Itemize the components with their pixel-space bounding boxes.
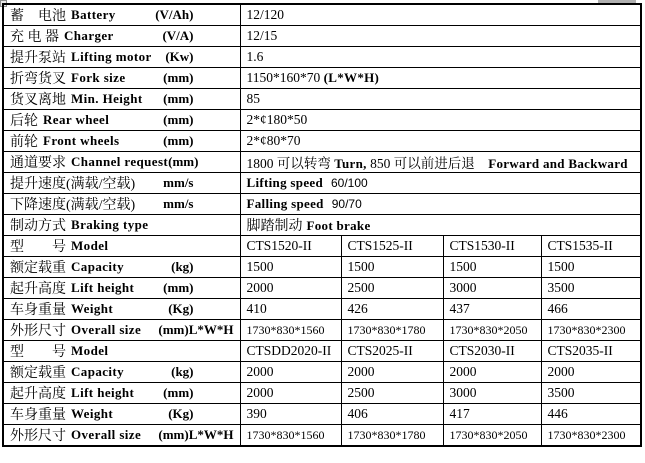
label-cell xyxy=(3,152,240,173)
label-cn: 外形尺寸 xyxy=(10,429,66,444)
model-name-cell: CTS1535-II xyxy=(541,236,641,257)
label-cell xyxy=(3,278,240,299)
label-cell xyxy=(3,257,240,278)
value-cell: 3000 xyxy=(443,278,541,299)
value-text-bold: Lifting speed xyxy=(246,175,323,190)
label-unit: (V/Ah) xyxy=(155,7,194,22)
label-en: Capacity xyxy=(71,364,125,379)
value-cell xyxy=(240,110,641,131)
value-cell: 1500 xyxy=(443,257,541,278)
label-cn: 型 号 xyxy=(10,345,66,360)
row-model-header-1 xyxy=(3,236,641,257)
label-unit: (V/A) xyxy=(162,28,194,43)
label-cell xyxy=(3,110,240,131)
label-cn: 折弯货叉 xyxy=(10,72,66,87)
row-lift-height-1 xyxy=(3,278,641,299)
row-min-height xyxy=(3,89,641,110)
row-braking-type xyxy=(3,215,641,236)
value-text-bold: (L*W*H) xyxy=(323,70,380,85)
value-cell: 2500 xyxy=(341,383,443,404)
label-cn: 充 电 器 xyxy=(10,30,59,45)
label-cn: 型 号 xyxy=(10,240,66,255)
label-cell xyxy=(3,89,240,110)
label-cell xyxy=(3,341,240,362)
value-cell: 1730*830*1560 xyxy=(240,425,341,447)
model-name-cell: CTS2030-II xyxy=(443,341,541,362)
label-cn: 起升高度 xyxy=(10,387,66,402)
label-unit: (kg) xyxy=(171,364,194,379)
value-cell: 406 xyxy=(341,404,443,425)
row-overall-size-2 xyxy=(3,425,641,447)
label-cn: 额定载重 xyxy=(10,366,66,381)
label-unit: (Kg) xyxy=(168,406,194,421)
value-cell: 1730*830*2300 xyxy=(541,425,641,447)
label-en: Battery xyxy=(71,7,116,22)
label-unit: (Kg) xyxy=(168,301,194,316)
value-text: 12/15 xyxy=(246,28,278,43)
label-unit: (mm)L*W*H xyxy=(158,322,234,337)
label-en: Lift height xyxy=(71,280,135,295)
label-unit: (mm)L*W*H xyxy=(158,427,234,442)
model-name-cell: CTS2035-II xyxy=(541,341,641,362)
label-cn: 前轮 xyxy=(10,135,38,150)
row-falling-speed xyxy=(3,194,641,215)
value-cell: 1500 xyxy=(341,257,443,278)
label-cn: 下降速度(满载/空载) xyxy=(10,198,136,213)
value-text: 2*¢80*70 xyxy=(246,133,301,148)
value-cell: 390 xyxy=(240,404,341,425)
label-cn: 蓄 电池 xyxy=(10,9,66,24)
row-lifting-motor xyxy=(3,47,641,68)
label-cell xyxy=(3,194,240,215)
model-name-cell: CTS1525-II xyxy=(341,236,443,257)
label-unit: (mm) xyxy=(163,112,194,127)
value-cell xyxy=(240,152,641,173)
value-text: 850 可以前进后退 xyxy=(366,156,489,171)
label-cn: 通道要求 xyxy=(10,156,66,171)
row-weight-1 xyxy=(3,299,641,320)
value-cell: 2000 xyxy=(240,362,341,383)
label-cell xyxy=(3,173,240,194)
value-cell: 3500 xyxy=(541,278,641,299)
label-en: Model xyxy=(71,238,109,253)
value-cell: 437 xyxy=(443,299,541,320)
row-capacity-2 xyxy=(3,362,641,383)
row-fork-size xyxy=(3,68,641,89)
value-cell xyxy=(240,26,641,47)
label-en: Charger xyxy=(64,28,114,43)
label-en: Weight xyxy=(71,406,114,421)
label-cn: 起升高度 xyxy=(10,282,66,297)
value-cell: 2000 xyxy=(541,362,641,383)
label-en: Braking type xyxy=(71,217,149,232)
value-cell xyxy=(240,131,641,152)
value-text: 1150*160*70 xyxy=(246,70,324,85)
label-cell xyxy=(3,362,240,383)
row-front-wheels xyxy=(3,131,641,152)
value-text: 1.6 xyxy=(246,49,264,64)
value-cell xyxy=(240,194,641,215)
row-model-header-2 xyxy=(3,341,641,362)
row-lift-height-2 xyxy=(3,383,641,404)
value-cell xyxy=(240,215,641,236)
label-unit: (mm) xyxy=(168,154,199,169)
label-cn: 车身重量 xyxy=(10,303,66,318)
label-en: Model xyxy=(71,343,109,358)
value-cell: 1730*830*2300 xyxy=(541,320,641,341)
value-cell xyxy=(240,68,641,89)
value-cell: 466 xyxy=(541,299,641,320)
label-cell xyxy=(3,215,240,236)
label-cell xyxy=(3,68,240,89)
value-cell xyxy=(240,89,641,110)
row-rear-wheel xyxy=(3,110,641,131)
label-cn: 提升泵站 xyxy=(10,51,66,66)
label-cell xyxy=(3,320,240,341)
row-capacity-1 xyxy=(3,257,641,278)
value-cell xyxy=(240,47,641,68)
value-cell: 1730*830*1560 xyxy=(240,320,341,341)
value-cell xyxy=(240,4,641,26)
label-cell xyxy=(3,425,240,447)
label-unit: (mm) xyxy=(163,91,194,106)
label-cell xyxy=(3,4,240,26)
label-en: Channel request xyxy=(71,154,169,169)
label-cell xyxy=(3,299,240,320)
value-cell: 3000 xyxy=(443,383,541,404)
label-unit: (mm) xyxy=(163,133,194,148)
model-name-cell: CTS1530-II xyxy=(443,236,541,257)
value-number: 90/70 xyxy=(331,197,362,211)
label-cn: 额定载重 xyxy=(10,261,66,276)
value-text-bold: Forward and Backward xyxy=(488,156,628,171)
value-text-bold: Foot brake xyxy=(306,218,371,233)
value-text: 1800 可以转弯 xyxy=(246,156,335,171)
label-unit: (mm) xyxy=(163,385,194,400)
specification-table xyxy=(2,3,642,447)
value-cell: 1500 xyxy=(541,257,641,278)
model-name-cell: CTS1520-II xyxy=(240,236,341,257)
label-en: Rear wheel xyxy=(43,112,110,127)
row-channel-request xyxy=(3,152,641,173)
value-cell: 410 xyxy=(240,299,341,320)
label-unit: (kg) xyxy=(171,259,194,274)
label-unit: (mm) xyxy=(163,280,194,295)
value-cell: 2000 xyxy=(240,278,341,299)
value-cell xyxy=(240,173,641,194)
label-en: Lift height xyxy=(71,385,135,400)
value-cell: 1730*830*1780 xyxy=(341,320,443,341)
label-en: Min. Height xyxy=(71,91,143,106)
value-text: 脚踏制动 xyxy=(246,219,303,234)
label-en: Overall size xyxy=(71,427,142,442)
row-overall-size-1 xyxy=(3,320,641,341)
value-text-bold: Turn, xyxy=(334,156,367,171)
value-cell: 1730*830*1780 xyxy=(341,425,443,447)
value-text: 2*¢180*50 xyxy=(246,112,308,127)
label-cn: 外形尺寸 xyxy=(10,324,66,339)
row-battery xyxy=(3,4,641,26)
value-number: 60/100 xyxy=(331,176,368,190)
label-unit: mm/s xyxy=(163,196,194,211)
value-cell: 2000 xyxy=(341,362,443,383)
label-cell xyxy=(3,404,240,425)
label-cn: 货叉离地 xyxy=(10,93,66,108)
row-weight-2 xyxy=(3,404,641,425)
label-cn: 车身重量 xyxy=(10,408,66,423)
label-cell xyxy=(3,131,240,152)
label-cn: 提升速度(满载/空载) xyxy=(10,177,136,192)
value-text: 85 xyxy=(246,91,260,106)
value-cell: 2000 xyxy=(240,383,341,404)
value-cell: 446 xyxy=(541,404,641,425)
model-name-cell: CTS2025-II xyxy=(341,341,443,362)
label-en: Capacity xyxy=(71,259,125,274)
value-text: 12/120 xyxy=(246,7,285,22)
value-cell: 1730*830*2050 xyxy=(443,320,541,341)
label-en: Lifting motor xyxy=(71,49,152,64)
label-en: Overall size xyxy=(71,322,142,337)
value-cell: 426 xyxy=(341,299,443,320)
model-name-cell: CTSDD2020-II xyxy=(240,341,341,362)
value-cell: 2500 xyxy=(341,278,443,299)
label-cn: 后轮 xyxy=(10,114,38,129)
label-unit: (mm) xyxy=(163,70,194,85)
value-cell: 417 xyxy=(443,404,541,425)
label-en: Fork size xyxy=(71,70,126,85)
value-cell: 3500 xyxy=(541,383,641,404)
value-cell: 1500 xyxy=(240,257,341,278)
label-cell xyxy=(3,26,240,47)
value-cell: 1730*830*2050 xyxy=(443,425,541,447)
row-lifting-speed xyxy=(3,173,641,194)
label-cn: 制动方式 xyxy=(10,219,66,234)
label-cell xyxy=(3,236,240,257)
label-en: Front wheels xyxy=(43,133,120,148)
label-cell xyxy=(3,383,240,404)
row-charger xyxy=(3,26,641,47)
label-unit: (Kw) xyxy=(165,49,194,64)
label-unit: mm/s xyxy=(163,175,194,190)
label-en: Weight xyxy=(71,301,114,316)
value-cell: 2000 xyxy=(443,362,541,383)
value-text-bold: Falling speed xyxy=(246,196,324,211)
label-cell xyxy=(3,47,240,68)
